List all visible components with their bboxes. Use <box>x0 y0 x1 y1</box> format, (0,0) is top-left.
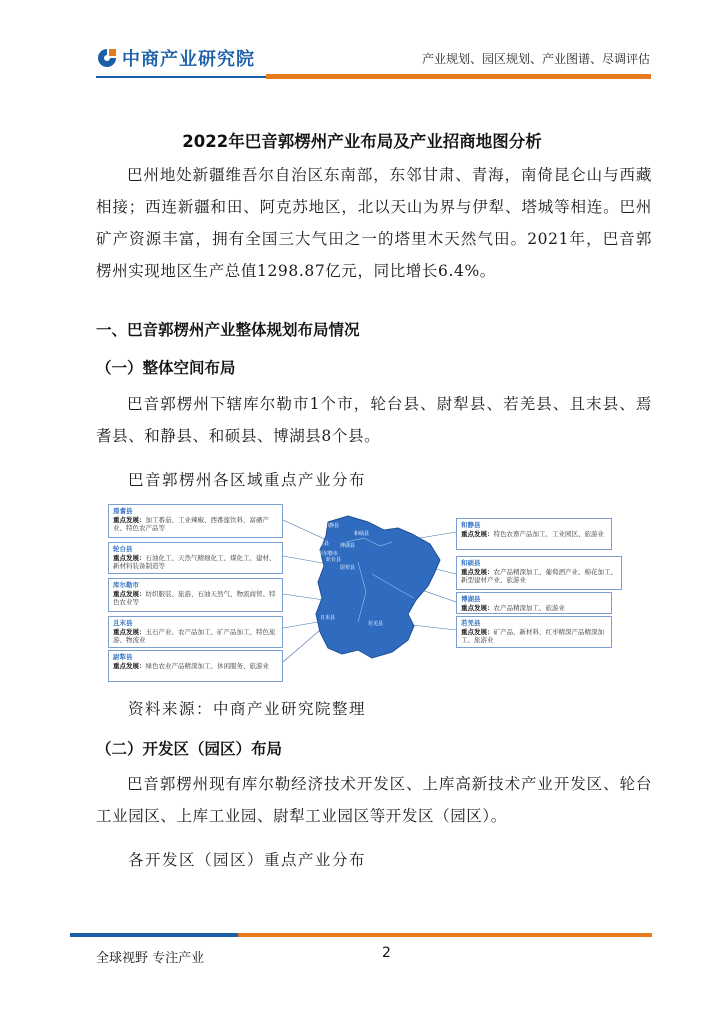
page-number: 2 <box>382 945 391 961</box>
company-logo <box>96 44 255 72</box>
callout-yanqi <box>108 504 283 538</box>
callout-text: 特色农畜产品加工、工业园区、旅游业 <box>493 529 604 538</box>
map-city-label: 轮台县 <box>326 557 342 563</box>
callout-qiemo <box>108 616 283 648</box>
callout-name: 且末县 <box>113 619 133 627</box>
map-city-label: 若羌县 <box>368 621 384 627</box>
callout-hejing <box>456 518 612 550</box>
zones-paragraph: 巴音郭楞州现有库尔勒经济技术开发区、上库高新技术产业开发区、轮台工业园区、上库工业园、尉犁工业园区等开发区（园区）。 <box>96 775 652 825</box>
logo-text: 中商产业研究院 <box>122 49 255 70</box>
callout-text: 矿产品、新材料、红枣精深产品精深加工、旅游业 <box>461 627 604 644</box>
bayingol-region-shape <box>316 516 440 658</box>
logo-mark-icon <box>96 47 118 69</box>
footer-divider <box>70 933 238 937</box>
callout-korla <box>108 578 283 612</box>
callout-name: 和静县 <box>461 521 481 529</box>
map-city-label: 和硕县 <box>354 531 370 537</box>
page-title: 2022年巴音郭楞州产业布局及产业招商地图分析 <box>182 132 542 151</box>
callout-label: 重点发展： <box>461 567 494 576</box>
callout-yuli <box>108 650 283 682</box>
intro-paragraph: 巴州地处新疆维吾尔自治区东南部，东邻甘肃、青海，南倚昆仑山与西藏相接；西连新疆和田、阿克苏地区，北以天山为界与伊犁、塔城等相连。巴州矿产资源丰富，拥有全国三大气田之一的塔里木天然气田。2021年，巴音郭楞州实现地区生产总值1298.87亿元，同比增长6.4%。 <box>96 166 652 280</box>
callout-heshuo <box>456 556 622 590</box>
callout-label: 重点发展： <box>461 529 494 538</box>
footer-slogan: 全球视野 专注产业 <box>96 951 205 966</box>
header-divider <box>96 76 266 78</box>
callout-name: 若羌县 <box>461 619 481 627</box>
callout-text: 绿色农业产品精深加工、休闲服务、旅游业 <box>145 661 269 670</box>
zones-figure-caption: 各开发区（园区）重点产业分布 <box>128 851 367 869</box>
callout-text: 石油化工、天然气精细化工、煤化工、建材、新材料装备制造等 <box>113 553 276 570</box>
callout-luntai <box>108 542 283 574</box>
header-tagline: 产业规划、园区规划、产业图谱、尽调评估 <box>421 52 650 66</box>
callout-text: 加工番茄、工业辣椒、西番莲饮料、富硒产业、特色农产品等 <box>113 515 269 532</box>
map-city-label: 博湖县 <box>340 543 356 549</box>
callout-label: 重点发展： <box>461 627 494 636</box>
callout-label: 重点发展： <box>113 589 146 598</box>
callout-label: 重点发展： <box>461 603 494 612</box>
callout-ruoqiang <box>456 616 612 648</box>
map-city-label: 且末县 <box>320 615 336 621</box>
subsection-heading-zones: （二）开发区（园区）布局 <box>96 740 283 758</box>
footer-divider-accent <box>238 933 652 937</box>
map-city-label: 库尔勒市 <box>318 551 339 557</box>
callout-name: 博湖县 <box>461 595 481 603</box>
callout-text: 玉石产业、农产品加工、矿产品加工、特色旅游、物流业 <box>113 627 276 644</box>
callout-name: 轮台县 <box>113 545 133 553</box>
map-city-label: 和静县 <box>324 523 340 529</box>
map-city-label: 尉犁县 <box>340 565 356 571</box>
callout-label: 重点发展： <box>113 553 146 562</box>
callout-label: 重点发展： <box>113 661 146 670</box>
callout-bohu <box>456 592 612 614</box>
callout-label: 重点发展： <box>113 515 146 524</box>
callout-text: 农产品精深加工、旅游业 <box>493 603 565 612</box>
callout-name: 和硕县 <box>461 559 481 567</box>
section-heading: 一、巴音郭楞州产业整体规划布局情况 <box>96 321 360 339</box>
callout-name: 焉耆县 <box>113 507 133 515</box>
map-city-label: 焉耆县 <box>314 541 330 547</box>
callout-text: 纺织服装、旅游、石油天然气、物流商贸、特色农业等 <box>113 589 276 606</box>
figure-caption: 巴音郭楞州各区域重点产业分布 <box>128 471 367 489</box>
callout-name: 尉犁县 <box>113 653 133 661</box>
header-divider-accent <box>266 74 651 79</box>
callout-name: 库尔勒市 <box>113 581 139 589</box>
callout-label: 重点发展： <box>113 627 146 636</box>
figure-source: 资料来源：中商产业研究院整理 <box>128 700 367 718</box>
industry-map-figure <box>96 502 628 684</box>
callout-text: 农产品精深加工、葡萄酒产业、棉花加工、新型建材产业、旅游业 <box>461 567 617 584</box>
subsection-heading-layout: （一）整体空间布局 <box>96 359 236 377</box>
layout-paragraph: 巴音郭楞州下辖库尔勒市1个市，轮台县、尉犁县、若羌县、且末县、焉耆县、和静县、和硕县、博湖县8个县。 <box>96 395 652 445</box>
